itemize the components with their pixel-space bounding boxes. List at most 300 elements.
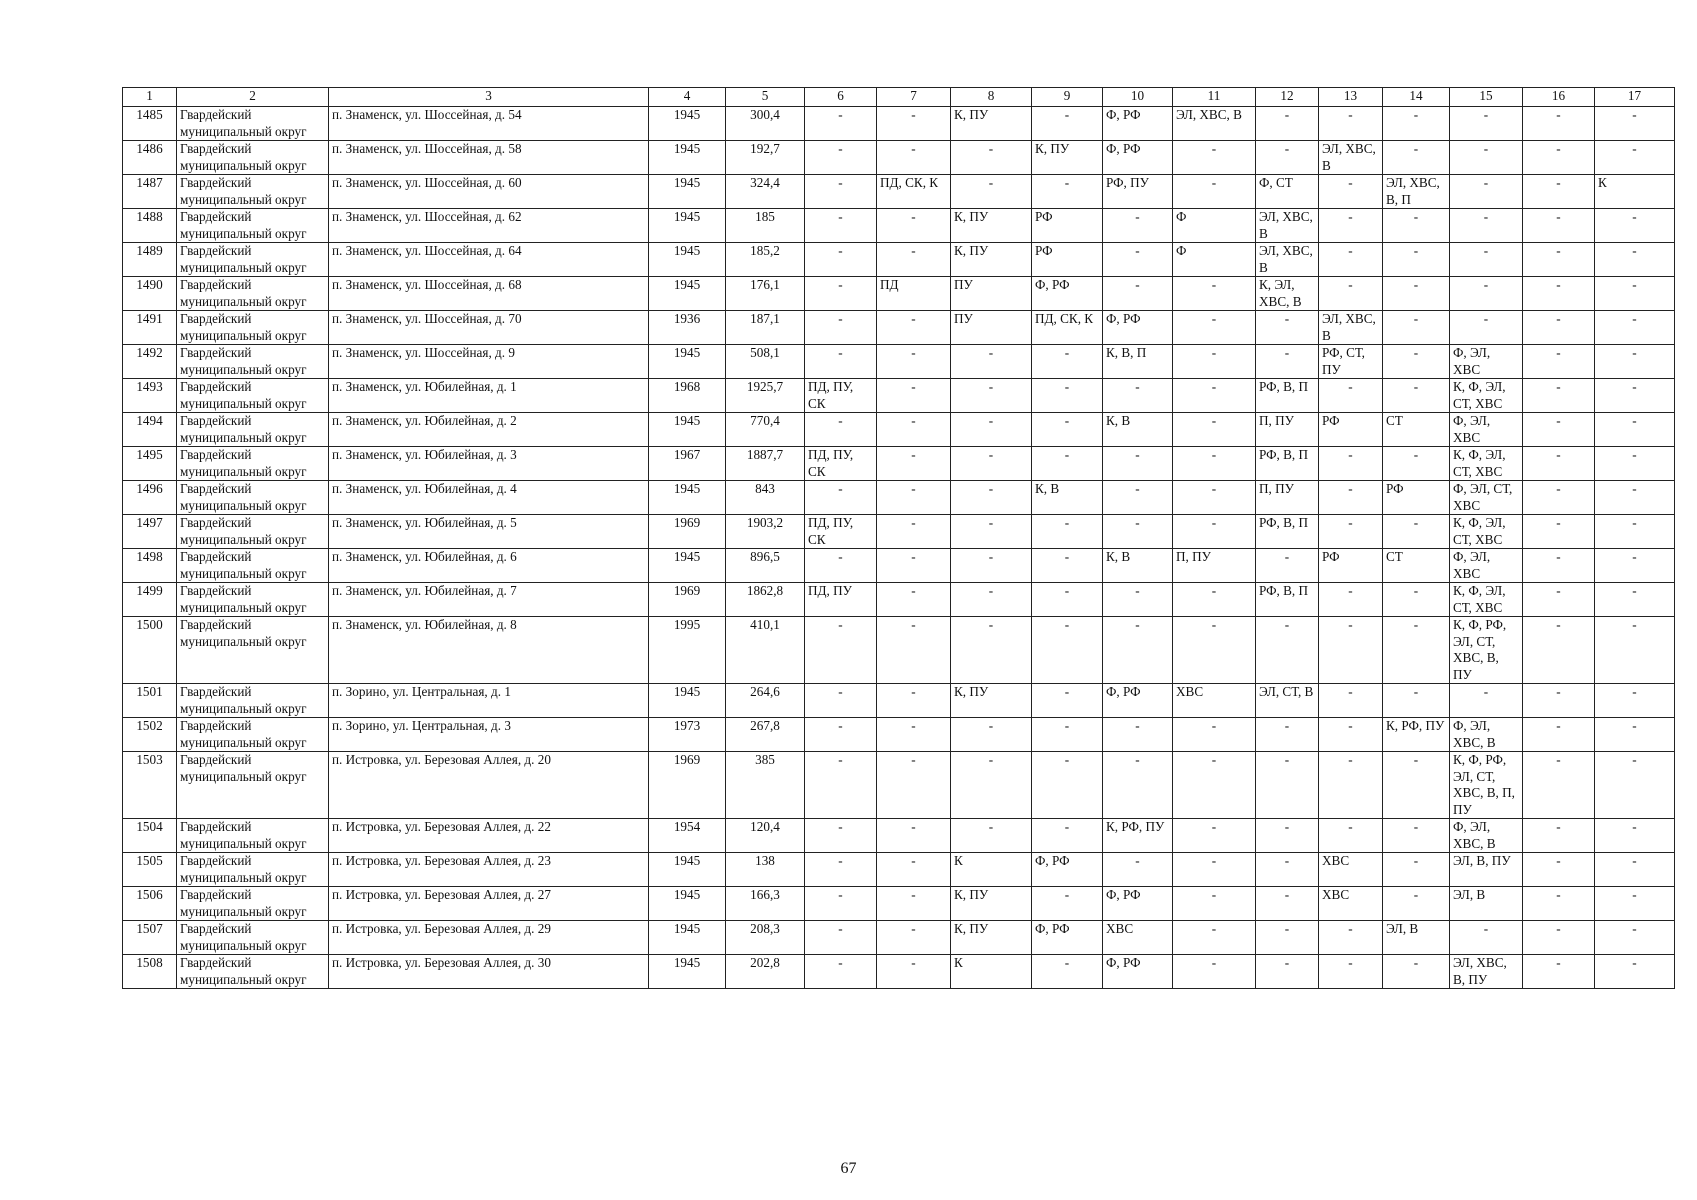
table-cell-col-14: - bbox=[1383, 345, 1450, 379]
table-cell-col-16: - bbox=[1523, 583, 1595, 617]
table-cell-col-11: - bbox=[1173, 752, 1256, 819]
document-table bbox=[122, 87, 1675, 989]
table-cell-col-1: 1488 bbox=[123, 209, 177, 243]
table-cell-col-5: 1903,2 bbox=[726, 515, 805, 549]
table-cell-col-2: Гвардейский муниципальный округ bbox=[177, 955, 329, 989]
table-cell-col-4: 1945 bbox=[649, 243, 726, 277]
table-cell-col-4: 1945 bbox=[649, 209, 726, 243]
table-cell-col-3: п. Знаменск, ул. Шоссейная, д. 54 bbox=[329, 107, 649, 141]
table-cell-col-17: - bbox=[1595, 481, 1675, 515]
table-cell-col-14: - bbox=[1383, 955, 1450, 989]
table-cell-col-17: - bbox=[1595, 921, 1675, 955]
table-cell-col-10: - bbox=[1103, 379, 1173, 413]
table-cell-col-4: 1969 bbox=[649, 583, 726, 617]
table-cell-col-17: - bbox=[1595, 345, 1675, 379]
table-header-row bbox=[123, 88, 1675, 107]
table-cell-col-2: Гвардейский муниципальный округ bbox=[177, 617, 329, 684]
table-cell-col-4: 1945 bbox=[649, 853, 726, 887]
table-cell-col-2: Гвардейский муниципальный округ bbox=[177, 549, 329, 583]
table-cell-col-8: К, ПУ bbox=[951, 921, 1032, 955]
table-cell-col-8: - bbox=[951, 515, 1032, 549]
table-cell-col-11: - bbox=[1173, 413, 1256, 447]
table-cell-col-9: - bbox=[1032, 819, 1103, 853]
table-cell-col-14: - bbox=[1383, 684, 1450, 718]
table-cell-col-8: К, ПУ bbox=[951, 209, 1032, 243]
table-cell-col-3: п. Зорино, ул. Центральная, д. 1 bbox=[329, 684, 649, 718]
table-cell-col-16: - bbox=[1523, 175, 1595, 209]
table-cell-col-8: - bbox=[951, 345, 1032, 379]
table-cell-col-16: - bbox=[1523, 549, 1595, 583]
table-cell-col-6: ПД, ПУ, СК bbox=[805, 515, 877, 549]
table-cell-col-12: - bbox=[1256, 853, 1319, 887]
table-cell-col-13: - bbox=[1319, 583, 1383, 617]
table-cell-col-10: К, В bbox=[1103, 413, 1173, 447]
table-cell-col-9: Ф, РФ bbox=[1032, 853, 1103, 887]
table-cell-col-5: 1887,7 bbox=[726, 447, 805, 481]
table-cell-col-4: 1995 bbox=[649, 617, 726, 684]
table-cell-col-10: К, В, П bbox=[1103, 345, 1173, 379]
table-row bbox=[123, 515, 1675, 549]
table-cell-col-12: ЭЛ, СТ, В bbox=[1256, 684, 1319, 718]
table-cell-col-13: - bbox=[1319, 752, 1383, 819]
table-row bbox=[123, 413, 1675, 447]
table-cell-col-5: 410,1 bbox=[726, 617, 805, 684]
table-cell-col-16: - bbox=[1523, 853, 1595, 887]
table-cell-col-16: - bbox=[1523, 887, 1595, 921]
table-cell-col-7: - bbox=[877, 311, 951, 345]
table-cell-col-13: РФ, СТ, ПУ bbox=[1319, 345, 1383, 379]
table-cell-col-11: - bbox=[1173, 311, 1256, 345]
table-cell-col-14: К, РФ, ПУ bbox=[1383, 718, 1450, 752]
table-cell-col-12: РФ, В, П bbox=[1256, 515, 1319, 549]
table-cell-col-11: - bbox=[1173, 718, 1256, 752]
table-cell-col-4: 1945 bbox=[649, 107, 726, 141]
column-header-13: 13 bbox=[1319, 88, 1383, 107]
table-cell-col-8: - bbox=[951, 718, 1032, 752]
table-cell-col-7: - bbox=[877, 887, 951, 921]
table-cell-col-5: 385 bbox=[726, 752, 805, 819]
table-cell-col-6: - bbox=[805, 141, 877, 175]
table-cell-col-11: - bbox=[1173, 583, 1256, 617]
table-cell-col-1: 1503 bbox=[123, 752, 177, 819]
table-cell-col-17: - bbox=[1595, 107, 1675, 141]
table-cell-col-15: Ф, ЭЛ, ХВС bbox=[1450, 345, 1523, 379]
table-cell-col-14: СТ bbox=[1383, 413, 1450, 447]
table-cell-col-11: - bbox=[1173, 921, 1256, 955]
table-row bbox=[123, 819, 1675, 853]
table-cell-col-14: - bbox=[1383, 277, 1450, 311]
table-cell-col-1: 1497 bbox=[123, 515, 177, 549]
table-cell-col-7: - bbox=[877, 921, 951, 955]
table-cell-col-9: - bbox=[1032, 379, 1103, 413]
table-cell-col-6: - bbox=[805, 107, 877, 141]
column-header-11: 11 bbox=[1173, 88, 1256, 107]
table-cell-col-8: - bbox=[951, 175, 1032, 209]
table-cell-col-15: К, Ф, РФ, ЭЛ, СТ, ХВС, В, ПУ bbox=[1450, 617, 1523, 684]
table-cell-col-3: п. Знаменск, ул. Шоссейная, д. 62 bbox=[329, 209, 649, 243]
table-cell-col-2: Гвардейский муниципальный округ bbox=[177, 718, 329, 752]
table-row bbox=[123, 243, 1675, 277]
column-header-9: 9 bbox=[1032, 88, 1103, 107]
table-cell-col-14: - bbox=[1383, 887, 1450, 921]
table-cell-col-5: 770,4 bbox=[726, 413, 805, 447]
table-cell-col-7: - bbox=[877, 819, 951, 853]
table-cell-col-13: - bbox=[1319, 175, 1383, 209]
table-cell-col-14: - bbox=[1383, 752, 1450, 819]
table-row bbox=[123, 955, 1675, 989]
table-cell-col-1: 1489 bbox=[123, 243, 177, 277]
table-cell-col-16: - bbox=[1523, 752, 1595, 819]
table-cell-col-10: - bbox=[1103, 447, 1173, 481]
table-cell-col-5: 192,7 bbox=[726, 141, 805, 175]
table-cell-col-2: Гвардейский муниципальный округ bbox=[177, 481, 329, 515]
table-cell-col-10: - bbox=[1103, 752, 1173, 819]
table-row bbox=[123, 447, 1675, 481]
table-cell-col-12: Ф, СТ bbox=[1256, 175, 1319, 209]
table-cell-col-9: - bbox=[1032, 617, 1103, 684]
table-cell-col-13: - bbox=[1319, 718, 1383, 752]
table-cell-col-5: 1925,7 bbox=[726, 379, 805, 413]
table-cell-col-13: - bbox=[1319, 209, 1383, 243]
table-cell-col-5: 138 bbox=[726, 853, 805, 887]
table-cell-col-13: - bbox=[1319, 447, 1383, 481]
table-cell-col-5: 264,6 bbox=[726, 684, 805, 718]
table-cell-col-5: 185,2 bbox=[726, 243, 805, 277]
table-cell-col-14: - bbox=[1383, 141, 1450, 175]
table-cell-col-8: - bbox=[951, 413, 1032, 447]
table-row bbox=[123, 141, 1675, 175]
table-cell-col-15: К, Ф, РФ, ЭЛ, СТ, ХВС, В, П, ПУ bbox=[1450, 752, 1523, 819]
column-header-14: 14 bbox=[1383, 88, 1450, 107]
table-cell-col-7: - bbox=[877, 583, 951, 617]
table-cell-col-10: - bbox=[1103, 277, 1173, 311]
table-cell-col-4: 1945 bbox=[649, 481, 726, 515]
table-cell-col-8: К, ПУ bbox=[951, 684, 1032, 718]
table-row bbox=[123, 617, 1675, 684]
table-cell-col-17: - bbox=[1595, 684, 1675, 718]
table-cell-col-2: Гвардейский муниципальный округ bbox=[177, 413, 329, 447]
table-cell-col-5: 324,4 bbox=[726, 175, 805, 209]
table-cell-col-14: - bbox=[1383, 379, 1450, 413]
table-cell-col-16: - bbox=[1523, 243, 1595, 277]
table-cell-col-11: - bbox=[1173, 175, 1256, 209]
table-cell-col-6: - bbox=[805, 718, 877, 752]
table-cell-col-8: - bbox=[951, 752, 1032, 819]
table-cell-col-3: п. Знаменск, ул. Юбилейная, д. 2 bbox=[329, 413, 649, 447]
table-cell-col-9: - bbox=[1032, 515, 1103, 549]
table-cell-col-6: - bbox=[805, 549, 877, 583]
table-cell-col-7: - bbox=[877, 955, 951, 989]
table-cell-col-3: п. Знаменск, ул. Шоссейная, д. 60 bbox=[329, 175, 649, 209]
table-cell-col-10: Ф, РФ bbox=[1103, 141, 1173, 175]
table-cell-col-16: - bbox=[1523, 141, 1595, 175]
table-cell-col-3: п. Знаменск, ул. Шоссейная, д. 58 bbox=[329, 141, 649, 175]
table-cell-col-14: СТ bbox=[1383, 549, 1450, 583]
table-cell-col-15: - bbox=[1450, 921, 1523, 955]
table-cell-col-8: ПУ bbox=[951, 277, 1032, 311]
table-cell-col-6: - bbox=[805, 413, 877, 447]
table-cell-col-15: ЭЛ, В bbox=[1450, 887, 1523, 921]
table-cell-col-14: - bbox=[1383, 819, 1450, 853]
table-cell-col-10: Ф, РФ bbox=[1103, 684, 1173, 718]
table-cell-col-15: Ф, ЭЛ, ХВС, В bbox=[1450, 819, 1523, 853]
column-header-8: 8 bbox=[951, 88, 1032, 107]
table-cell-col-3: п. Истровка, ул. Березовая Аллея, д. 30 bbox=[329, 955, 649, 989]
table-cell-col-17: - bbox=[1595, 379, 1675, 413]
table-cell-col-13: ХВС bbox=[1319, 853, 1383, 887]
table-cell-col-1: 1502 bbox=[123, 718, 177, 752]
column-header-7: 7 bbox=[877, 88, 951, 107]
table-cell-col-1: 1492 bbox=[123, 345, 177, 379]
table-cell-col-1: 1508 bbox=[123, 955, 177, 989]
table-cell-col-15: ЭЛ, В, ПУ bbox=[1450, 853, 1523, 887]
table-row bbox=[123, 752, 1675, 819]
column-header-17: 17 bbox=[1595, 88, 1675, 107]
table-cell-col-14: - bbox=[1383, 515, 1450, 549]
table-cell-col-10: Ф, РФ bbox=[1103, 107, 1173, 141]
table-cell-col-1: 1507 bbox=[123, 921, 177, 955]
table-cell-col-3: п. Знаменск, ул. Юбилейная, д. 3 bbox=[329, 447, 649, 481]
table-cell-col-15: ЭЛ, ХВС, В, ПУ bbox=[1450, 955, 1523, 989]
table-cell-col-11: - bbox=[1173, 141, 1256, 175]
table-cell-col-16: - bbox=[1523, 921, 1595, 955]
table-cell-col-11: - bbox=[1173, 379, 1256, 413]
table-cell-col-11: Ф bbox=[1173, 243, 1256, 277]
table-cell-col-6: - bbox=[805, 684, 877, 718]
table-cell-col-8: - bbox=[951, 447, 1032, 481]
table-cell-col-12: - bbox=[1256, 718, 1319, 752]
table-cell-col-10: - bbox=[1103, 617, 1173, 684]
table-cell-col-9: - bbox=[1032, 752, 1103, 819]
table-row bbox=[123, 379, 1675, 413]
table-cell-col-9: К, ПУ bbox=[1032, 141, 1103, 175]
table-cell-col-17: - bbox=[1595, 583, 1675, 617]
table-cell-col-4: 1945 bbox=[649, 345, 726, 379]
table-cell-col-15: К, Ф, ЭЛ, СТ, ХВС bbox=[1450, 583, 1523, 617]
table-cell-col-11: - bbox=[1173, 447, 1256, 481]
column-header-5: 5 bbox=[726, 88, 805, 107]
table-cell-col-9: - bbox=[1032, 583, 1103, 617]
table-cell-col-4: 1945 bbox=[649, 175, 726, 209]
table-cell-col-14: - bbox=[1383, 853, 1450, 887]
table-cell-col-16: - bbox=[1523, 684, 1595, 718]
table-cell-col-9: Ф, РФ bbox=[1032, 921, 1103, 955]
table-cell-col-7: - bbox=[877, 515, 951, 549]
table-row bbox=[123, 175, 1675, 209]
table-row bbox=[123, 481, 1675, 515]
table-cell-col-1: 1485 bbox=[123, 107, 177, 141]
table-cell-col-3: п. Истровка, ул. Березовая Аллея, д. 20 bbox=[329, 752, 649, 819]
table-cell-col-9: - bbox=[1032, 413, 1103, 447]
table-cell-col-12: - bbox=[1256, 887, 1319, 921]
table-cell-col-16: - bbox=[1523, 617, 1595, 684]
table-cell-col-12: ЭЛ, ХВС, В bbox=[1256, 243, 1319, 277]
table-cell-col-12: - bbox=[1256, 752, 1319, 819]
table-cell-col-15: - bbox=[1450, 277, 1523, 311]
table-cell-col-5: 843 bbox=[726, 481, 805, 515]
table-cell-col-16: - bbox=[1523, 413, 1595, 447]
table-cell-col-5: 120,4 bbox=[726, 819, 805, 853]
table-cell-col-16: - bbox=[1523, 311, 1595, 345]
table-cell-col-8: - bbox=[951, 617, 1032, 684]
table-cell-col-6: - bbox=[805, 481, 877, 515]
table-cell-col-17: - bbox=[1595, 141, 1675, 175]
table-cell-col-10: - bbox=[1103, 583, 1173, 617]
table-cell-col-17: - bbox=[1595, 887, 1675, 921]
table-cell-col-4: 1968 bbox=[649, 379, 726, 413]
table-cell-col-9: РФ bbox=[1032, 243, 1103, 277]
table-cell-col-16: - bbox=[1523, 345, 1595, 379]
table-cell-col-17: - bbox=[1595, 752, 1675, 819]
table-cell-col-11: - bbox=[1173, 887, 1256, 921]
table-cell-col-3: п. Знаменск, ул. Юбилейная, д. 7 bbox=[329, 583, 649, 617]
table-cell-col-12: - bbox=[1256, 955, 1319, 989]
table-cell-col-1: 1496 bbox=[123, 481, 177, 515]
table-cell-col-10: ХВС bbox=[1103, 921, 1173, 955]
table-cell-col-12: - bbox=[1256, 617, 1319, 684]
table-cell-col-17: К bbox=[1595, 175, 1675, 209]
table-cell-col-3: п. Знаменск, ул. Юбилейная, д. 1 bbox=[329, 379, 649, 413]
table-cell-col-16: - bbox=[1523, 481, 1595, 515]
table-cell-col-4: 1945 bbox=[649, 413, 726, 447]
table-cell-col-6: - bbox=[805, 175, 877, 209]
table-cell-col-1: 1487 bbox=[123, 175, 177, 209]
table-cell-col-12: РФ, В, П bbox=[1256, 447, 1319, 481]
table-cell-col-3: п. Истровка, ул. Березовая Аллея, д. 22 bbox=[329, 819, 649, 853]
table-cell-col-5: 1862,8 bbox=[726, 583, 805, 617]
table-cell-col-4: 1945 bbox=[649, 887, 726, 921]
table-cell-col-8: ПУ bbox=[951, 311, 1032, 345]
table-cell-col-7: - bbox=[877, 549, 951, 583]
table-cell-col-4: 1945 bbox=[649, 549, 726, 583]
table-cell-col-17: - bbox=[1595, 209, 1675, 243]
column-header-4: 4 bbox=[649, 88, 726, 107]
table-cell-col-7: - bbox=[877, 684, 951, 718]
table-cell-col-3: п. Истровка, ул. Березовая Аллея, д. 23 bbox=[329, 853, 649, 887]
table-cell-col-5: 300,4 bbox=[726, 107, 805, 141]
table-cell-col-6: ПД, ПУ, СК bbox=[805, 379, 877, 413]
table-row bbox=[123, 277, 1675, 311]
table-cell-col-3: п. Знаменск, ул. Юбилейная, д. 8 bbox=[329, 617, 649, 684]
column-header-6: 6 bbox=[805, 88, 877, 107]
table-cell-col-6: - bbox=[805, 955, 877, 989]
table-cell-col-6: - bbox=[805, 752, 877, 819]
table-cell-col-6: - bbox=[805, 887, 877, 921]
table-row bbox=[123, 921, 1675, 955]
table-cell-col-15: - bbox=[1450, 141, 1523, 175]
table-cell-col-2: Гвардейский муниципальный округ bbox=[177, 379, 329, 413]
table-cell-col-6: - bbox=[805, 277, 877, 311]
table-cell-col-1: 1498 bbox=[123, 549, 177, 583]
table-cell-col-15: - bbox=[1450, 107, 1523, 141]
table-cell-col-10: РФ, ПУ bbox=[1103, 175, 1173, 209]
table-cell-col-12: - bbox=[1256, 345, 1319, 379]
table-cell-col-12: - bbox=[1256, 921, 1319, 955]
table-cell-col-16: - bbox=[1523, 515, 1595, 549]
table-cell-col-2: Гвардейский муниципальный округ bbox=[177, 684, 329, 718]
table-cell-col-16: - bbox=[1523, 955, 1595, 989]
table-cell-col-2: Гвардейский муниципальный округ bbox=[177, 887, 329, 921]
table-cell-col-10: Ф, РФ bbox=[1103, 887, 1173, 921]
table-row bbox=[123, 718, 1675, 752]
table-cell-col-12: - bbox=[1256, 107, 1319, 141]
table-cell-col-13: - bbox=[1319, 277, 1383, 311]
table-cell-col-15: К, Ф, ЭЛ, СТ, ХВС bbox=[1450, 515, 1523, 549]
table-row bbox=[123, 583, 1675, 617]
table-cell-col-13: - bbox=[1319, 107, 1383, 141]
table-cell-col-17: - bbox=[1595, 549, 1675, 583]
table-cell-col-10: Ф, РФ bbox=[1103, 311, 1173, 345]
table-cell-col-13: - bbox=[1319, 819, 1383, 853]
table-cell-col-12: ЭЛ, ХВС, В bbox=[1256, 209, 1319, 243]
table-cell-col-3: п. Знаменск, ул. Шоссейная, д. 68 bbox=[329, 277, 649, 311]
table-cell-col-4: 1969 bbox=[649, 515, 726, 549]
column-header-16: 16 bbox=[1523, 88, 1595, 107]
table-cell-col-13: - bbox=[1319, 243, 1383, 277]
table-cell-col-1: 1493 bbox=[123, 379, 177, 413]
table-cell-col-1: 1491 bbox=[123, 311, 177, 345]
table-cell-col-5: 185 bbox=[726, 209, 805, 243]
table-cell-col-5: 176,1 bbox=[726, 277, 805, 311]
table-cell-col-3: п. Знаменск, ул. Шоссейная, д. 64 bbox=[329, 243, 649, 277]
table-cell-col-1: 1495 bbox=[123, 447, 177, 481]
table-cell-col-9: - bbox=[1032, 345, 1103, 379]
table-cell-col-10: - bbox=[1103, 853, 1173, 887]
table-cell-col-4: 1973 bbox=[649, 718, 726, 752]
table-cell-col-2: Гвардейский муниципальный округ bbox=[177, 175, 329, 209]
table-cell-col-15: Ф, ЭЛ, СТ, ХВС bbox=[1450, 481, 1523, 515]
table-cell-col-9: - bbox=[1032, 549, 1103, 583]
table-cell-col-2: Гвардейский муниципальный округ bbox=[177, 583, 329, 617]
table-cell-col-13: РФ bbox=[1319, 413, 1383, 447]
table-cell-col-9: - bbox=[1032, 684, 1103, 718]
table-cell-col-17: - bbox=[1595, 243, 1675, 277]
table-cell-col-7: ПД bbox=[877, 277, 951, 311]
column-header-10: 10 bbox=[1103, 88, 1173, 107]
table-cell-col-10: К, РФ, ПУ bbox=[1103, 819, 1173, 853]
table-cell-col-16: - bbox=[1523, 209, 1595, 243]
table-cell-col-6: - bbox=[805, 921, 877, 955]
table-cell-col-13: ХВС bbox=[1319, 887, 1383, 921]
table-cell-col-2: Гвардейский муниципальный округ bbox=[177, 752, 329, 819]
table-row bbox=[123, 209, 1675, 243]
table-cell-col-9: Ф, РФ bbox=[1032, 277, 1103, 311]
column-header-2: 2 bbox=[177, 88, 329, 107]
column-header-3: 3 bbox=[329, 88, 649, 107]
table-cell-col-2: Гвардейский муниципальный округ bbox=[177, 277, 329, 311]
table-cell-col-16: - bbox=[1523, 447, 1595, 481]
table-cell-col-5: 508,1 bbox=[726, 345, 805, 379]
table-row bbox=[123, 853, 1675, 887]
table-cell-col-10: К, В bbox=[1103, 549, 1173, 583]
table-cell-col-14: РФ bbox=[1383, 481, 1450, 515]
table-cell-col-6: - bbox=[805, 311, 877, 345]
table-cell-col-6: - bbox=[805, 853, 877, 887]
table-cell-col-4: 1945 bbox=[649, 684, 726, 718]
table-cell-col-14: - bbox=[1383, 583, 1450, 617]
table-cell-col-11: - bbox=[1173, 955, 1256, 989]
table-cell-col-5: 187,1 bbox=[726, 311, 805, 345]
table-cell-col-2: Гвардейский муниципальный округ bbox=[177, 819, 329, 853]
table-cell-col-2: Гвардейский муниципальный округ bbox=[177, 345, 329, 379]
table-cell-col-2: Гвардейский муниципальный округ bbox=[177, 515, 329, 549]
table-cell-col-8: К bbox=[951, 853, 1032, 887]
table-cell-col-17: - bbox=[1595, 819, 1675, 853]
table-cell-col-3: п. Знаменск, ул. Шоссейная, д. 9 bbox=[329, 345, 649, 379]
table-cell-col-1: 1506 bbox=[123, 887, 177, 921]
table-cell-col-8: - bbox=[951, 481, 1032, 515]
table-cell-col-7: ПД, СК, К bbox=[877, 175, 951, 209]
